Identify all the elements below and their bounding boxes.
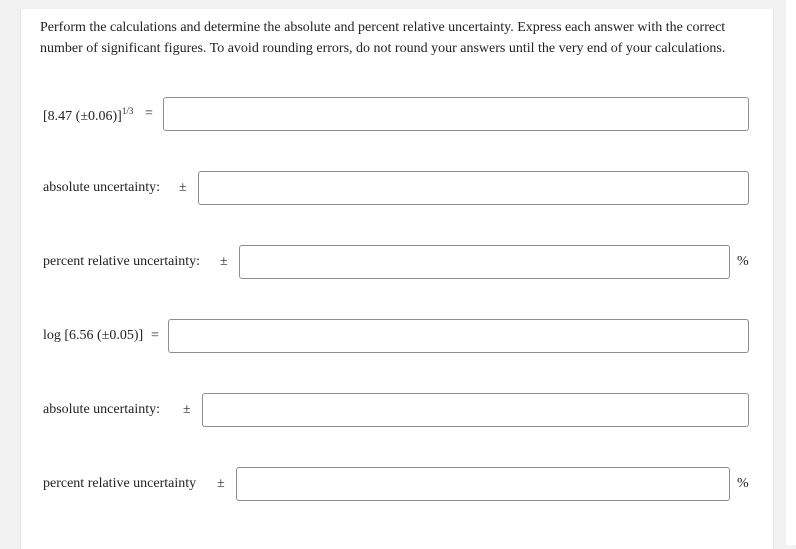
problem1-expression: [8.47 (±0.06)]$^{1/3}$ — [43, 106, 134, 124]
problem1-pct-row — [21, 245, 773, 281]
problem2-pct-row — [21, 467, 773, 503]
problem1-abs-label: absolute uncertainty: — [43, 180, 161, 195]
problem1-expression-row — [21, 97, 773, 133]
problem1-pct-plusminus: ± — [220, 254, 228, 269]
problem2-expression-row — [21, 319, 773, 355]
problem2-percent-unit: % — [737, 476, 749, 491]
problem1-abs-input[interactable] — [198, 171, 749, 205]
problem1-abs-row — [21, 171, 773, 207]
problem2-equals: = — [151, 328, 159, 343]
problem1-percent-unit: % — [737, 254, 749, 269]
problem2-expression: log [6.56 (±0.05)] — [43, 328, 144, 343]
problem1-equals: = — [145, 106, 153, 121]
problem2-pct-plusminus: ± — [217, 476, 225, 491]
question-card — [20, 9, 774, 549]
right-edge-panel — [786, 0, 796, 545]
problem2-abs-label: absolute uncertainty: — [43, 402, 161, 417]
problem1-pct-label: percent relative uncertainty: — [43, 254, 201, 269]
problem2-abs-plusminus: ± — [183, 402, 191, 417]
instructions-text: Perform the calculations and determine the absolute and percent relative uncertainty. Express each answer with the correct number of significant figures. To avoid rounding errors, do not round your answers until the very end of your calculations. — [40, 20, 726, 56]
problem2-pct-input[interactable] — [236, 467, 730, 501]
problem1-answer-input[interactable] — [163, 97, 749, 131]
problem1-pct-input[interactable] — [239, 245, 730, 279]
problem2-answer-input[interactable] — [168, 319, 749, 353]
problem1-abs-plusminus: ± — [179, 180, 187, 195]
problem2-pct-label: percent relative uncertainty — [43, 476, 197, 491]
problem2-abs-row — [21, 393, 773, 429]
problem2-abs-input[interactable] — [202, 393, 749, 427]
